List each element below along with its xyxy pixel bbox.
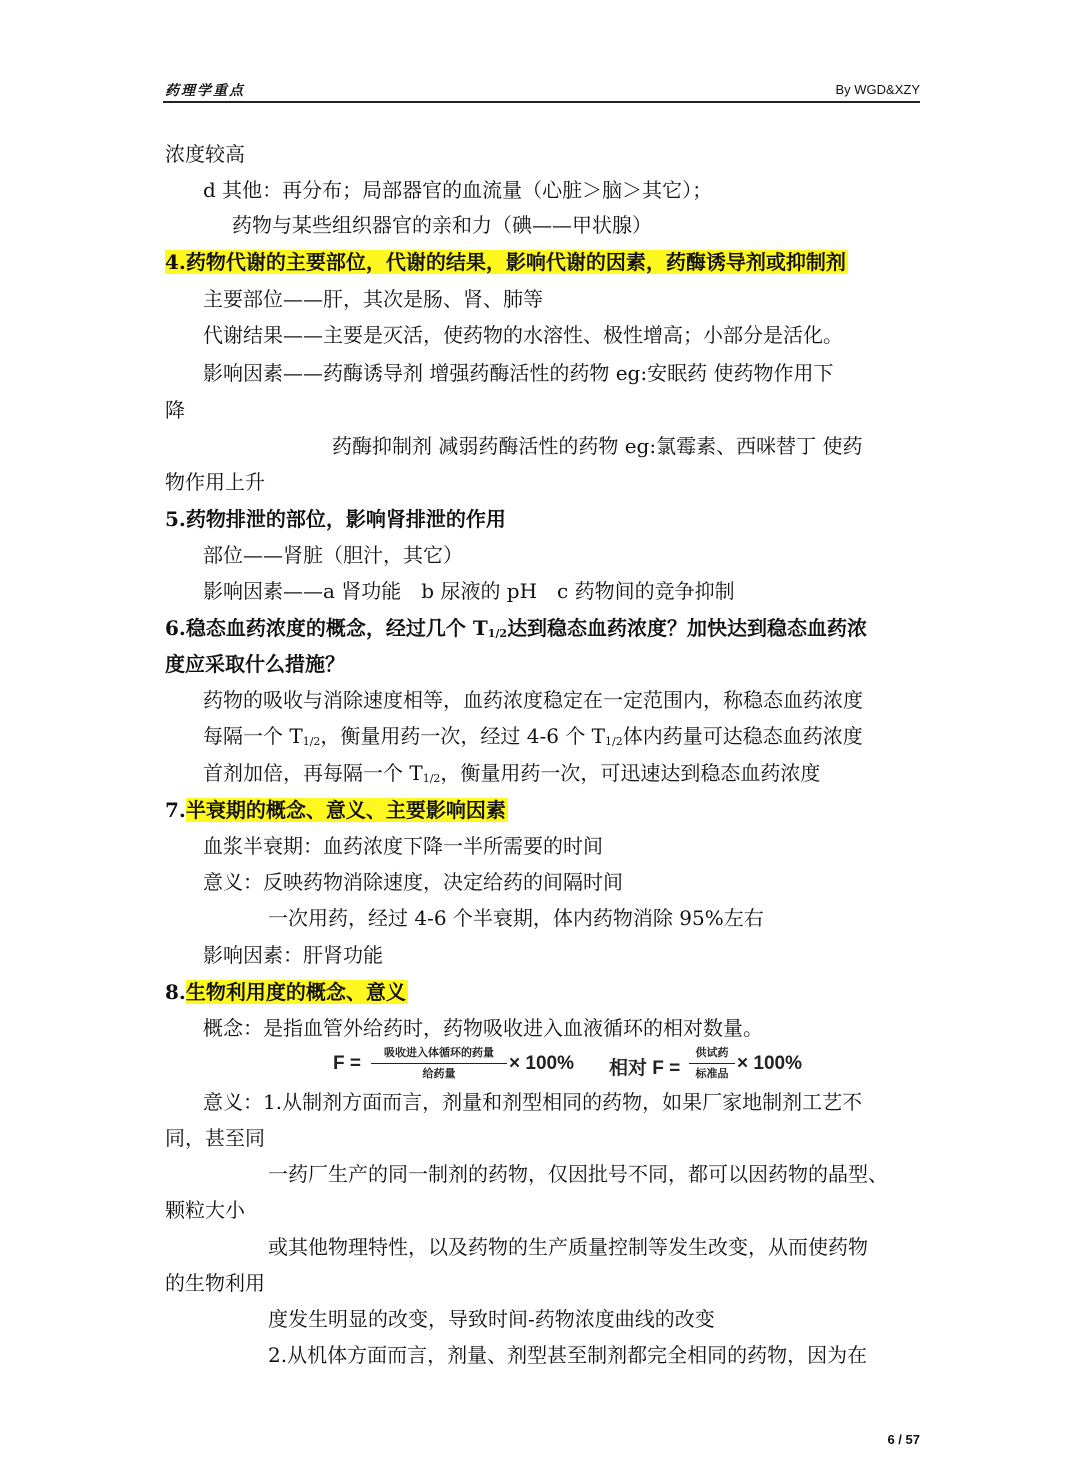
fraction-bar	[371, 1063, 507, 1064]
formula-f-numerator: 吸收进入体循环的药量	[384, 1047, 494, 1059]
text-line: 主要部位——肝，其次是肠、肾、肺等	[203, 287, 543, 311]
formula-f-denominator: 给药量	[422, 1068, 456, 1080]
text-line: 药物的吸收与消除速度相等，血药浓度稳定在一定范围内，称稳态血药浓度	[203, 688, 863, 712]
text-line: 药酶抑制剂 减弱药酶活性的药物 eg:氯霉素、西咪替丁 使药	[332, 434, 863, 458]
section-heading-6: 6.稳态血药浓度的概念，经过几个 $T_{1/2}$达到稳态血药浓度？加快达到稳态血药浓	[165, 616, 868, 640]
text-line: 浓度较高	[165, 142, 245, 166]
header-author: By WGD&XZY	[835, 82, 920, 97]
formula-f-label: F =	[333, 1053, 361, 1074]
subscript: 1/2	[605, 735, 623, 748]
formula-relative-percent: × 100%	[737, 1053, 802, 1074]
subscript: 1/2	[487, 627, 508, 640]
header-title: 药理学重点	[165, 83, 245, 99]
page-number: 6 / 57	[887, 1432, 920, 1447]
subscript: 1/2	[422, 772, 441, 785]
section-heading-4	[165, 248, 848, 276]
text-line: 代谢结果——主要是灭活，使药物的水溶性、极性增高；小部分是活化。	[203, 323, 843, 347]
section-heading-5: 5.药物排泄的部位，影响肾排泄的作用	[165, 507, 506, 531]
formula-relative-numerator: 供试药	[695, 1047, 729, 1059]
text-line: 一药厂生产的同一制剂的药物，仅因批号不同，都可以因药物的晶型、	[268, 1162, 888, 1186]
fraction-bar	[689, 1063, 735, 1064]
text-line: 血浆半衰期：血药浓度下降一半所需要的时间	[203, 834, 603, 858]
text-line: 一次用药，经过 4-6 个半衰期，体内药物消除 95%左右	[268, 906, 764, 930]
text-line: 2.从机体方面而言，剂量、剂型甚至制剂都完全相同的药物，因为在	[268, 1343, 868, 1367]
text-line: d 其他：再分布；局部器官的血流量（心脏＞脑＞其它）；	[203, 178, 713, 202]
formula-relative-label: 相对 F =	[609, 1058, 681, 1079]
text-line: 首剂加倍，再每隔一个 $T_{1/2}$，衡量用药一次，可迅速达到稳态血药浓度	[203, 761, 821, 785]
text-line: 部位——肾脏（胆汁，其它）	[203, 543, 463, 567]
section-heading-6-cont: 度应采取什么措施？	[165, 652, 345, 676]
highlighted-heading: 4.药物代谢的主要部位，代谢的结果，影响代谢的因素，药酶诱导剂或抑制剂	[165, 250, 846, 274]
text-line: 影响因素——a 肾功能 b 尿液的 pH c 药物间的竞争抑制	[203, 579, 735, 603]
text-line: 影响因素：肝肾功能	[203, 943, 383, 967]
subscript: 1/2	[302, 735, 321, 748]
text-line: 概念：是指血管外给药时，药物吸收进入血液循环的相对数量。	[203, 1016, 763, 1040]
text-line: 度发生明显的改变，导致时间-药物浓度曲线的改变	[268, 1307, 715, 1331]
text-line: 的生物利用	[165, 1271, 265, 1295]
formula-f-fraction	[371, 1045, 507, 1082]
text-line: 同，甚至同	[165, 1126, 265, 1150]
text-line: 意义：反映药物消除速度，决定给药的间隔时间	[203, 870, 623, 894]
text-line: 影响因素——药酶诱导剂 增强药酶活性的药物 eg:安眠药 使药物作用下	[203, 361, 834, 385]
section-heading-8: 8.生物利用度的概念、意义	[165, 980, 406, 1004]
text-line: 意义：1.从制剂方面而言，剂量和剂型相同的药物，如果厂家地制剂工艺不	[203, 1090, 863, 1114]
formula-relative-denominator: 标准品	[695, 1068, 729, 1080]
header-divider	[163, 101, 920, 103]
highlighted-heading: 半衰期的概念、意义、主要影响因素	[185, 798, 506, 822]
text-line: 物作用上升	[165, 470, 265, 494]
text-line: 降	[165, 398, 185, 422]
text-line: 颗粒大小	[165, 1198, 245, 1222]
formula-relative-fraction	[689, 1045, 735, 1082]
section-heading-7: 7.半衰期的概念、意义、主要影响因素	[165, 798, 506, 822]
text-line: 或其他物理特性，以及药物的生产质量控制等发生改变，从而使药物	[268, 1235, 868, 1259]
text-line: 药物与某些组织器官的亲和力（碘——甲状腺）	[232, 213, 652, 237]
formula-f-percent: × 100%	[509, 1053, 574, 1074]
highlighted-heading: 生物利用度的概念、意义	[185, 980, 406, 1004]
text-line: 每隔一个 $T_{1/2}$，衡量用药一次，经过 4-6 个 $T_{1/2}$体内药量可达稳态血药浓度	[203, 724, 863, 748]
